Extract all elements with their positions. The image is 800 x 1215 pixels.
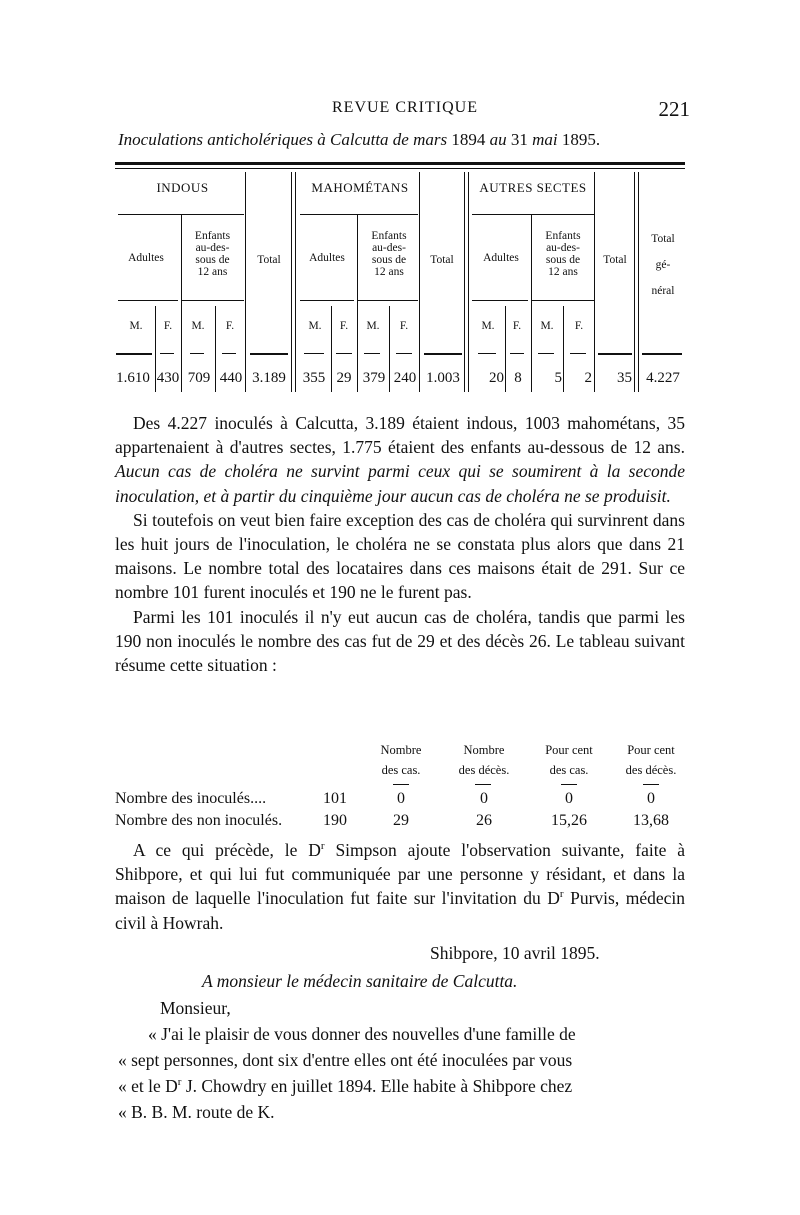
sex-label: F. bbox=[399, 320, 409, 332]
group-label-autres: AUTRES SECTES bbox=[479, 180, 587, 195]
column-rule bbox=[634, 172, 635, 392]
sub-column-rule bbox=[331, 306, 332, 392]
dash bbox=[538, 353, 554, 354]
sex-label: M. bbox=[191, 320, 205, 332]
summary-header bbox=[611, 740, 691, 780]
value-mahometans-enfants-f: 240 bbox=[393, 370, 417, 386]
dash bbox=[336, 353, 352, 354]
letter-line-text: « et le D bbox=[118, 1076, 178, 1096]
summary-dash bbox=[561, 784, 577, 785]
enfants-line: Enfants bbox=[545, 230, 581, 242]
value-autres-enfants-m: 5 bbox=[554, 370, 562, 386]
dash bbox=[222, 353, 236, 354]
value-autres-total: 35 bbox=[617, 370, 632, 386]
inoculation-table bbox=[0, 0, 800, 400]
paragraph-4-text: Simpson ajoute l'observation suivante, faite à Shibpore, et qui lui fut communiquée par une personne y résidant, et dans la maison de laquelle l'inoculation fut faite sur l'invitation du D bbox=[115, 840, 685, 909]
caption-year-start: 1894 bbox=[451, 130, 486, 149]
summary-header-line: Pour cent bbox=[627, 743, 675, 757]
column-rule bbox=[638, 172, 639, 392]
summary-cell: 0 bbox=[565, 790, 573, 807]
summary-header-line: des cas. bbox=[549, 763, 589, 777]
letter-place-date: Shibpore, 10 avril 1895. bbox=[430, 943, 600, 963]
summary-cell: 0 bbox=[647, 790, 655, 807]
sub-column-rule bbox=[389, 306, 390, 392]
col-enfants bbox=[180, 230, 245, 278]
summary-cell: 15,26 bbox=[551, 812, 587, 829]
summary-cell: 26 bbox=[476, 812, 492, 829]
superscript: r bbox=[559, 888, 564, 901]
summary-cell: 29 bbox=[393, 812, 409, 829]
enfants-line: 12 ans bbox=[197, 266, 228, 278]
column-rule bbox=[594, 172, 595, 392]
sex-label: F. bbox=[574, 320, 584, 332]
value-mahometans-enfants-m: 379 bbox=[362, 370, 386, 386]
paragraph-1-italic: Aucun cas de choléra ne survint parmi ceux qui se soumirent à la seconde inoculation, et à partir du cinquième jour aucun cas de choléra ne se produisit. bbox=[115, 461, 685, 506]
letter-addressee: A monsieur le médecin sanitaire de Calcutta. bbox=[202, 971, 518, 991]
caption-year-end: 1895. bbox=[561, 130, 601, 149]
summary-header bbox=[441, 740, 527, 780]
dash bbox=[250, 353, 288, 355]
sub-column-rule bbox=[563, 306, 564, 392]
dash bbox=[598, 353, 632, 355]
column-rule bbox=[295, 172, 296, 392]
summary-header-line: des cas. bbox=[381, 763, 421, 777]
dash bbox=[570, 353, 586, 354]
enfants-line: 12 ans bbox=[548, 266, 578, 278]
enfants-line: Enfants bbox=[194, 230, 231, 242]
dash bbox=[510, 353, 524, 354]
caption-day-end: 31 bbox=[510, 130, 528, 149]
sub-column-rule bbox=[181, 214, 182, 392]
paragraph-1 bbox=[115, 411, 685, 508]
subgroup-rule bbox=[182, 300, 244, 301]
value-indous-enfants-f: 440 bbox=[219, 370, 243, 386]
enfants-line: au-des- bbox=[372, 242, 406, 254]
dash bbox=[190, 353, 204, 354]
summary-row-label: Nombre des non inoculés. bbox=[115, 812, 283, 829]
enfants-line: Enfants bbox=[371, 230, 407, 242]
col-enfants bbox=[532, 230, 594, 278]
dash bbox=[304, 353, 324, 354]
dash bbox=[424, 353, 462, 355]
superscript: r bbox=[320, 840, 325, 853]
dash bbox=[160, 353, 174, 354]
col-total: Total bbox=[430, 254, 454, 266]
col-adultes: Adultes bbox=[483, 252, 519, 264]
value-autres-adultes-m: 20 bbox=[489, 370, 504, 386]
value-mahometans-total: 1.003 bbox=[426, 370, 460, 386]
summary-header-line: des décès. bbox=[458, 763, 510, 777]
dash bbox=[396, 353, 412, 354]
sub-column-rule bbox=[357, 214, 358, 392]
column-rule bbox=[245, 172, 246, 392]
superscript: r bbox=[177, 1076, 182, 1089]
letter-line: « J'ai le plaisir de vous donner des nouvelles d'une famille de bbox=[148, 1024, 576, 1044]
summary-dash bbox=[475, 784, 491, 785]
summary-dash bbox=[393, 784, 409, 785]
page-number: 221 bbox=[658, 97, 690, 121]
paragraph-1-text: Des 4.227 inoculés à Calcutta, 3.189 étaient indous, 1003 mahométans, 35 appartenaient à d'autres sectes, 1.775 étaient des enfants au-dessous de 12 ans. bbox=[115, 413, 685, 458]
summary-table bbox=[115, 740, 685, 832]
sub-column-rule bbox=[215, 306, 216, 392]
value-indous-total: 3.189 bbox=[252, 370, 286, 386]
dash bbox=[364, 353, 380, 354]
total-general-line: gé- bbox=[655, 259, 671, 271]
sex-label: F. bbox=[339, 320, 349, 332]
enfants-line: au-des- bbox=[546, 242, 580, 254]
value-mahometans-adultes-f: 29 bbox=[336, 370, 352, 386]
paragraph-3: Parmi les 101 inoculés il n'y eut aucun cas de choléra, tandis que parmi les 190 non inoculés le nombre des cas fut de 29 et des décès 26. Le tableau suivant résume cette situation : bbox=[115, 606, 685, 676]
sex-label: F. bbox=[225, 320, 235, 332]
subgroup-rule bbox=[118, 300, 178, 301]
column-rule bbox=[419, 172, 420, 392]
caption-part: Inoculations anticholériques à Calcutta de mars bbox=[118, 130, 452, 149]
enfants-line: sous de bbox=[195, 254, 230, 266]
sex-label: M. bbox=[481, 320, 495, 332]
col-total: Total bbox=[603, 254, 627, 266]
enfants-line: sous de bbox=[545, 254, 581, 266]
caption-part: au bbox=[485, 130, 511, 149]
column-rule bbox=[468, 172, 469, 392]
letter-line bbox=[118, 1076, 685, 1097]
paragraph-4-text: A ce qui précède, le D bbox=[133, 840, 321, 860]
summary-header-line: des décès. bbox=[625, 763, 677, 777]
sub-column-rule bbox=[531, 214, 532, 392]
column-rule bbox=[291, 172, 292, 392]
total-general-line: néral bbox=[651, 285, 675, 297]
group-rule bbox=[472, 214, 594, 215]
caption-part: mai bbox=[527, 130, 562, 149]
value-indous-enfants-m: 709 bbox=[187, 370, 211, 386]
value-indous-adultes-m: 1.610 bbox=[116, 370, 150, 386]
running-title: REVUE CRITIQUE bbox=[332, 99, 478, 116]
subgroup-rule bbox=[472, 300, 528, 301]
col-total: Total bbox=[257, 254, 281, 266]
enfants-line: au-des- bbox=[195, 242, 230, 254]
sex-label: M. bbox=[308, 320, 322, 332]
value-indous-adultes-f: 430 bbox=[156, 370, 180, 386]
col-adultes: Adultes bbox=[128, 252, 164, 264]
sex-label: F. bbox=[512, 320, 522, 332]
col-total-general bbox=[640, 226, 686, 304]
enfants-line: sous de bbox=[371, 254, 407, 266]
summary-cell: 0 bbox=[397, 790, 405, 807]
subgroup-rule bbox=[300, 300, 354, 301]
paragraph-4-text: Purvis, médecin civil à Howrah. bbox=[115, 888, 685, 933]
sex-label: M. bbox=[540, 320, 554, 332]
subgroup-rule bbox=[358, 300, 418, 301]
group-label-indous: INDOUS bbox=[156, 180, 209, 195]
summary-cell: 13,68 bbox=[633, 812, 669, 829]
paragraph-4 bbox=[115, 838, 685, 935]
enfants-line: 12 ans bbox=[374, 266, 404, 278]
letter-salutation: Monsieur, bbox=[160, 998, 231, 1018]
summary-dash bbox=[643, 784, 659, 785]
summary-header-line: Pour cent bbox=[545, 743, 593, 757]
dash bbox=[478, 353, 496, 354]
sub-column-rule bbox=[155, 306, 156, 392]
letter-line: « sept personnes, dont six d'entre elles ont été inoculées par vous bbox=[118, 1050, 573, 1070]
sub-column-rule bbox=[505, 306, 506, 392]
sex-label: M. bbox=[129, 320, 143, 332]
group-label-mahometans: MAHOMÉTANS bbox=[311, 180, 409, 195]
sex-label: F. bbox=[163, 320, 173, 332]
dash bbox=[642, 353, 682, 355]
summary-header bbox=[529, 740, 609, 780]
total-general-line: Total bbox=[651, 233, 675, 245]
col-enfants bbox=[358, 230, 420, 278]
value-total-general: 4.227 bbox=[646, 370, 680, 386]
summary-row-count: 190 bbox=[323, 812, 347, 829]
body-text bbox=[115, 411, 685, 677]
summary-row-count: 101 bbox=[323, 790, 347, 807]
letter-line-text: J. Chowdry en juillet 1894. Elle habite à Shibpore chez bbox=[181, 1076, 573, 1096]
paragraph-2: Si toutefois on veut bien faire exception des cas de choléra qui survinrent dans les huit jours de l'inoculation, le choléra ne se constata plus alors que dans 21 maisons. Le nombre total des locataires dans ces maisons était de 291. Sur ce nombre 101 furent inoculés et 190 ne le furent pas. bbox=[115, 509, 685, 603]
summary-cell: 0 bbox=[480, 790, 488, 807]
summary-row-label: Nombre des inoculés.... bbox=[115, 790, 267, 807]
group-rule bbox=[300, 214, 418, 215]
subgroup-rule bbox=[532, 300, 594, 301]
value-mahometans-adultes-m: 355 bbox=[302, 370, 326, 386]
dash bbox=[116, 353, 152, 355]
col-adultes: Adultes bbox=[309, 252, 345, 264]
summary-header-line: Nombre bbox=[380, 743, 422, 757]
value-autres-enfants-f: 2 bbox=[584, 370, 592, 386]
letter-line: « B. B. M. route de K. bbox=[118, 1102, 275, 1122]
column-rule bbox=[464, 172, 465, 392]
summary-header bbox=[361, 740, 441, 780]
value-autres-adultes-f: 8 bbox=[514, 370, 522, 386]
sex-label: M. bbox=[366, 320, 380, 332]
summary-header-line: Nombre bbox=[463, 743, 505, 757]
